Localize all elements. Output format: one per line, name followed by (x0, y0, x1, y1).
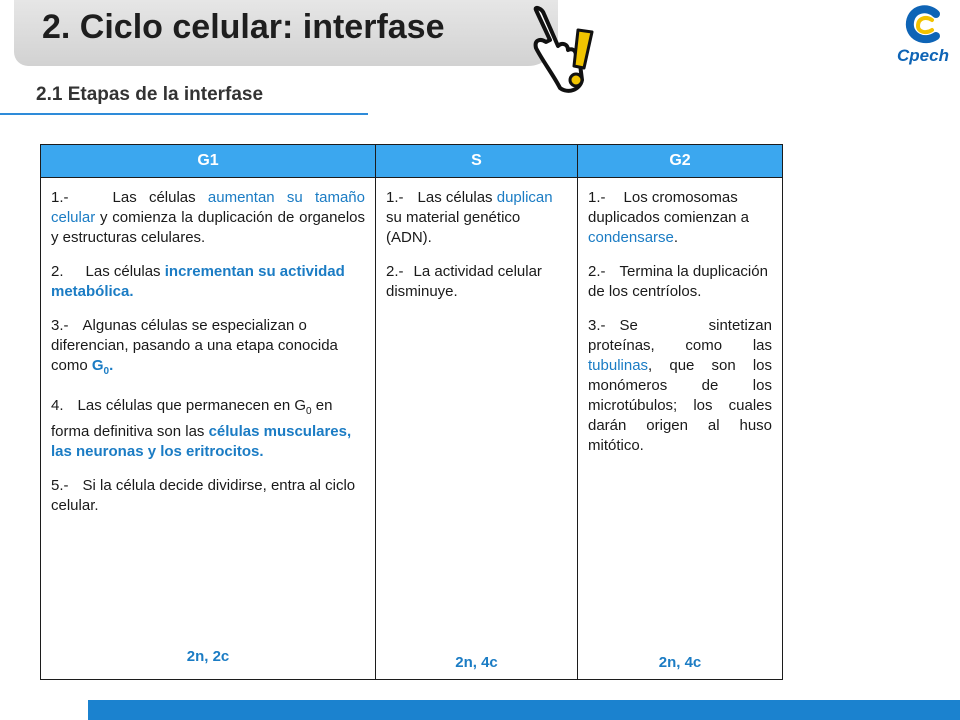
g2-cell (578, 178, 783, 680)
g1-point-4: 4. Las células que permanecen en $G_0$ en forma definitiva son las células musculares, las neuronas y los eritrocitos. (51, 397, 352, 460)
g1-ploidy-footer: 2n, 2c (186, 648, 230, 665)
g2-ploidy-footer: 2n, 4c (658, 654, 702, 671)
pointing-hand-exclamation-icon (526, 2, 600, 98)
g1-cell (41, 178, 376, 680)
g2-point-2: 2.- Termina la duplicación de los centríolos. (588, 263, 768, 300)
s-point-2: 2.- La actividad celular disminuye. (386, 263, 542, 300)
s-ploidy-footer: 2n, 4c (455, 654, 498, 671)
header-g2: G2 (578, 145, 783, 178)
logo-text: Cpech (897, 46, 949, 65)
subtitle-underline (0, 113, 368, 115)
g1-point-2: 2. Las células incrementan su actividad metabólica. (51, 263, 345, 300)
footer-bar (88, 700, 960, 720)
cpech-logo (892, 4, 954, 70)
table-header-row (41, 145, 783, 178)
section-subtitle: 2.1 Etapas de la interfase (36, 84, 264, 105)
table-row (41, 178, 783, 680)
interphase-stages-table (40, 144, 783, 680)
page-title: 2. Ciclo celular: interfase (42, 8, 445, 46)
header-g1: G1 (41, 145, 376, 178)
s-cell (376, 178, 578, 680)
g1-point-3: 3.- Algunas células se especializan o diferencian, pasando a una etapa conocida como $G_0$. (51, 317, 338, 377)
s-point-1: 1.- Las células duplican su material genético (ADN). (386, 189, 553, 246)
cpech-logo-mark-icon (892, 4, 954, 48)
g2-point-3: 3.- Se sintetizan proteínas, como las tubulinas, que son los monómeros de los microtúbulos; los cuales darán origen al huso mitótico. (588, 317, 772, 454)
g1-point-1: 1.- Las células aumentan su tamaño celular y comienza la duplicación de organelos y estructuras celulares. (51, 189, 366, 246)
g1-point-5: 5.- Si la célula decide dividirse, entra al ciclo celular. (51, 477, 356, 514)
header-s: S (376, 145, 578, 178)
g2-point-1: 1.- Los cromosomas duplicados comienzan a condensarse. (588, 189, 749, 246)
